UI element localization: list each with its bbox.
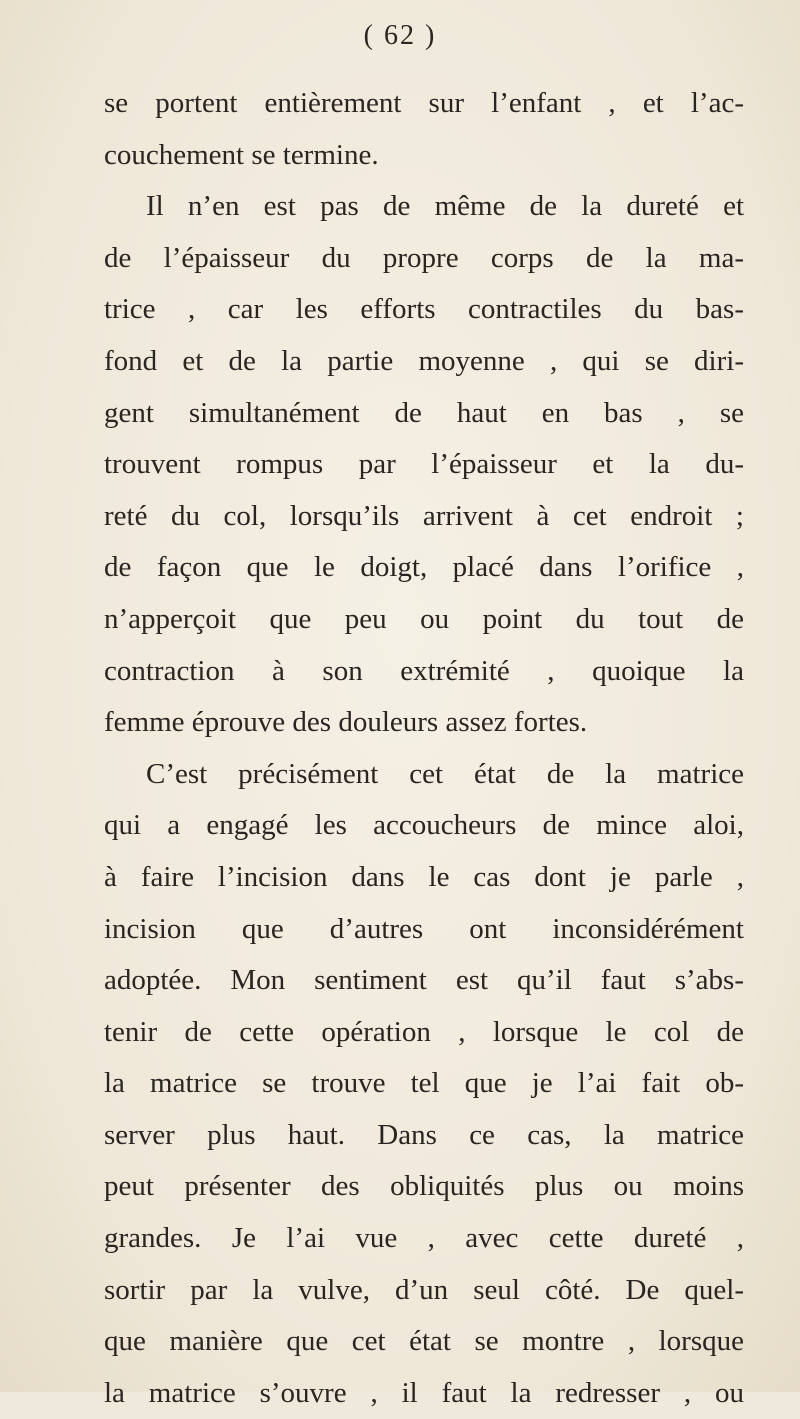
text-line: gent simultanément de haut en bas , se [104, 396, 744, 429]
text-line: couchement se termine. [104, 138, 379, 171]
text-line: trice , car les efforts contractiles du bas- [104, 293, 744, 326]
text-line: C’est précisément cet état de la matrice [146, 757, 744, 790]
text-line: de façon que le doigt, placé dans l’orifice , [104, 551, 744, 584]
text-line: sortir par la vulve, d’un seul côté. De quel- [104, 1273, 744, 1306]
text-line: Il n’en est pas de même de la dureté et [146, 190, 744, 223]
text-line: se portent entièrement sur l’enfant , et l’ac- [104, 87, 744, 119]
text-line: peut présenter des obliquités plus ou moins [104, 1170, 744, 1203]
text-line: à faire l’incision dans le cas dont je parle , [104, 860, 744, 893]
body-text [104, 78, 744, 1419]
text-line: contraction à son extrémité , quoique la [104, 654, 744, 687]
text-line: adoptée. Mon sentiment est qu’il faut s’abs- [104, 964, 744, 997]
text-line: femme éprouve des douleurs assez fortes. [104, 706, 588, 739]
page-number: ( 62 ) [363, 20, 437, 51]
text-line: la matrice se trouve tel que je l’ai fait ob- [104, 1067, 744, 1100]
text-line: n’apperçoit que peu ou point du tout de [104, 602, 744, 635]
text-line: qui a engagé les accoucheurs de mince aloi, [104, 809, 744, 842]
text-line: tenir de cette opération , lorsque le col de [104, 1015, 744, 1048]
text-line: incision que d’autres ont inconsidérément [104, 912, 744, 945]
text-line: de l’épaisseur du propre corps de la ma- [104, 241, 744, 274]
text-line: la matrice s’ouvre , il faut la redresser , ou [104, 1376, 744, 1409]
text-line: server plus haut. Dans ce cas, la matrice [104, 1118, 744, 1151]
text-line: reté du col, lorsqu’ils arrivent à cet endroit ; [104, 499, 744, 532]
text-line: trouvent rompus par l’épaisseur et la du- [104, 448, 744, 481]
text-line: fond et de la partie moyenne , qui se diri- [104, 344, 744, 377]
text-line: que manière que cet état se montre , lorsque [104, 1325, 744, 1358]
text-line: grandes. Je l’ai vue , avec cette dureté , [104, 1222, 744, 1255]
